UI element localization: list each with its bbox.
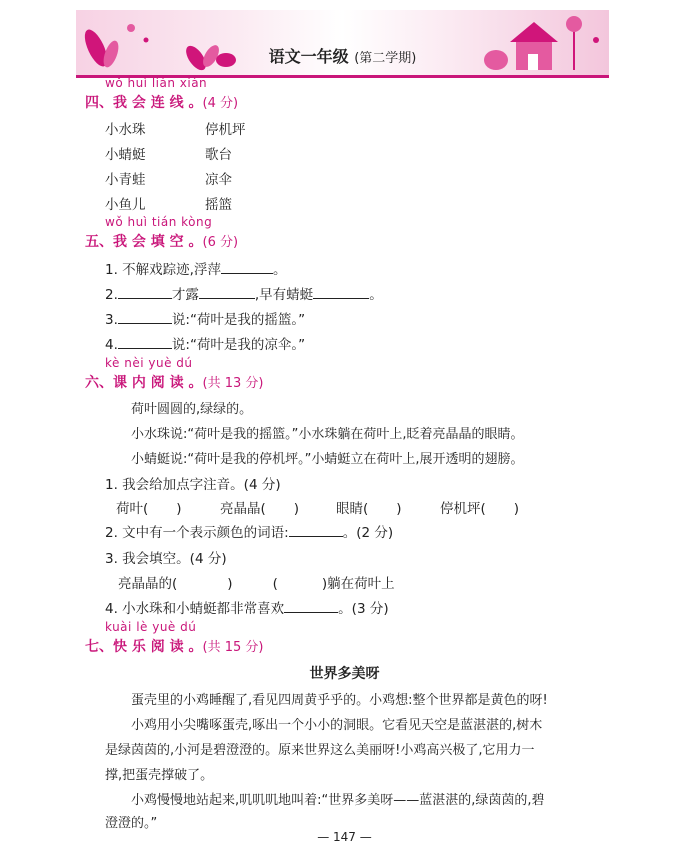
section5-pinyin: wǒ huì tián kòng xyxy=(105,215,213,229)
question-4-text: 4. 小水珠和小蜻蜓都非常喜欢 xyxy=(105,601,285,617)
fill-blank[interactable] xyxy=(118,336,172,349)
fill-blank[interactable] xyxy=(313,286,369,299)
question-1-word-1[interactable] xyxy=(116,497,182,517)
section7-heading xyxy=(85,636,263,656)
section4-heading xyxy=(85,92,238,112)
match-right-3[interactable]: 凉伞 xyxy=(205,172,232,188)
section5-heading-text: 五、我 会 填 空 。 xyxy=(85,234,203,250)
match-left-1[interactable]: 小水珠 xyxy=(105,122,146,138)
story-line-2: 小鸡用小尖嘴啄蛋壳,啄出一个小小的洞眼。它看见天空是蓝湛湛的,树木 xyxy=(131,718,543,733)
q3-open-2: ( xyxy=(272,576,278,592)
story-line-1: 蛋壳里的小鸡睡醒了,看见四周黄乎乎的。小鸡想:整个世界都是黄色的呀! xyxy=(131,693,548,708)
question-2-end: 。(2 分) xyxy=(342,525,394,541)
section7-pinyin: kuài lè yuè dú xyxy=(105,620,197,634)
fill-item-4-text: 说:“荷叶是我的凉伞。” xyxy=(171,337,306,353)
section6-pinyin: kè nèi yuè dú xyxy=(105,356,193,370)
fill-item-3-num: 3. xyxy=(105,312,118,328)
fill-item-3-text: 说:“荷叶是我的摇篮。” xyxy=(171,312,306,328)
fill-item-2-num: 2. xyxy=(105,287,118,303)
fill-item-1 xyxy=(105,258,286,278)
match-right-2[interactable]: 歌台 xyxy=(205,147,232,163)
section4-heading-text: 四、我 会 连 线 。 xyxy=(85,95,203,111)
q1-word-3-open: 眼睛( xyxy=(336,501,369,517)
fill-item-4-num: 4. xyxy=(105,337,118,353)
fill-item-2-text2: ,早有蜻蜓 xyxy=(254,287,314,303)
story-line-4: 撑,把蛋壳撑破了。 xyxy=(105,768,214,783)
fill-item-3 xyxy=(105,308,305,328)
q3-close-1: ) xyxy=(227,576,233,592)
passage-line-2: 小水珠说:“荷叶是我的摇篮。”小水珠躺在荷叶上,眨着亮晶晶的眼睛。 xyxy=(131,427,524,442)
passage-line-1: 荷叶圆圆的,绿绿的。 xyxy=(131,402,253,417)
q1-word-4-open: 停机坪( xyxy=(440,501,486,517)
fill-blank[interactable] xyxy=(118,311,172,324)
question-1-word-2[interactable] xyxy=(220,497,299,517)
section5-score: (6 分) xyxy=(202,235,239,250)
fill-blank[interactable] xyxy=(289,524,343,537)
fill-item-2 xyxy=(105,283,383,303)
question-2-text: 2. 文中有一个表示颜色的词语: xyxy=(105,525,289,541)
q1-word-4-close: ) xyxy=(513,501,520,517)
passage-line-3: 小蜻蜓说:“荷叶是我的停机坪。”小蜻蜓立在荷叶上,展开透明的翅膀。 xyxy=(131,452,524,467)
q1-word-2-close: ) xyxy=(293,501,300,517)
q1-word-1-close: ) xyxy=(176,501,182,517)
section7-score: (共 15 分) xyxy=(202,640,264,655)
fill-blank[interactable] xyxy=(221,261,273,274)
section6-heading-text: 六、课 内 阅 读 。 xyxy=(85,375,203,391)
q1-word-3-close: ) xyxy=(396,501,402,517)
section6-score: (共 13 分) xyxy=(202,376,264,391)
question-3: 3. 我会填空。(4 分) xyxy=(105,551,227,567)
section5-heading xyxy=(85,231,238,251)
fill-item-2-end: 。 xyxy=(369,287,383,303)
title-subtitle: (第二学期) xyxy=(354,51,417,66)
section6-heading xyxy=(85,372,263,392)
match-left-3[interactable]: 小青蛙 xyxy=(105,172,146,188)
section7-heading-text: 七、快 乐 阅 读 。 xyxy=(85,639,203,655)
page-number: — 147 — xyxy=(317,830,372,844)
section4-score: (4 分) xyxy=(202,96,239,111)
match-left-4[interactable]: 小鱼儿 xyxy=(105,197,146,213)
fill-item-4 xyxy=(105,333,305,353)
question-4 xyxy=(105,597,389,617)
title-text: 语文一年级 xyxy=(268,47,349,66)
match-right-1[interactable]: 停机坪 xyxy=(205,122,246,138)
fill-item-2-text: 才露 xyxy=(171,287,199,303)
page-header xyxy=(76,10,609,78)
q1-word-1-open: 荷叶( xyxy=(116,501,149,517)
fill-item-1-text: 1. 不解戏踪迹,浮萍 xyxy=(105,262,221,278)
match-right-4[interactable]: 摇篮 xyxy=(205,197,232,213)
fill-blank[interactable] xyxy=(118,286,172,299)
story-line-6: 澄澄的。” xyxy=(105,816,158,831)
question-1-word-4[interactable] xyxy=(440,497,519,517)
page-title xyxy=(76,44,609,67)
match-left-2[interactable]: 小蜻蜓 xyxy=(105,147,146,163)
fill-blank[interactable] xyxy=(284,600,338,613)
q3-open-1: 亮晶晶的( xyxy=(118,576,178,592)
question-4-end: 。(3 分) xyxy=(338,601,389,617)
fill-item-1-end: 。 xyxy=(272,262,287,278)
fill-blank[interactable] xyxy=(199,286,255,299)
q3-close-2: )躺在荷叶上 xyxy=(321,576,395,592)
q1-word-2-open: 亮晶晶( xyxy=(220,501,266,517)
question-1: 1. 我会给加点字注音。(4 分) xyxy=(105,477,281,493)
section4-pinyin: wǒ huì lián xiàn xyxy=(105,76,208,90)
question-1-word-3[interactable] xyxy=(336,497,402,517)
story-title: 世界多美呀 xyxy=(309,666,380,682)
story-line-3: 是绿茵茵的,小河是碧澄澄的。原来世界这么美丽呀!小鸡高兴极了,它用力一 xyxy=(105,743,535,758)
story-line-5: 小鸡慢慢地站起来,叽叽叽地叫着:“世界多美呀——蓝湛湛的,绿茵茵的,碧 xyxy=(131,793,545,808)
question-3-line xyxy=(118,572,395,592)
question-2 xyxy=(105,521,393,541)
